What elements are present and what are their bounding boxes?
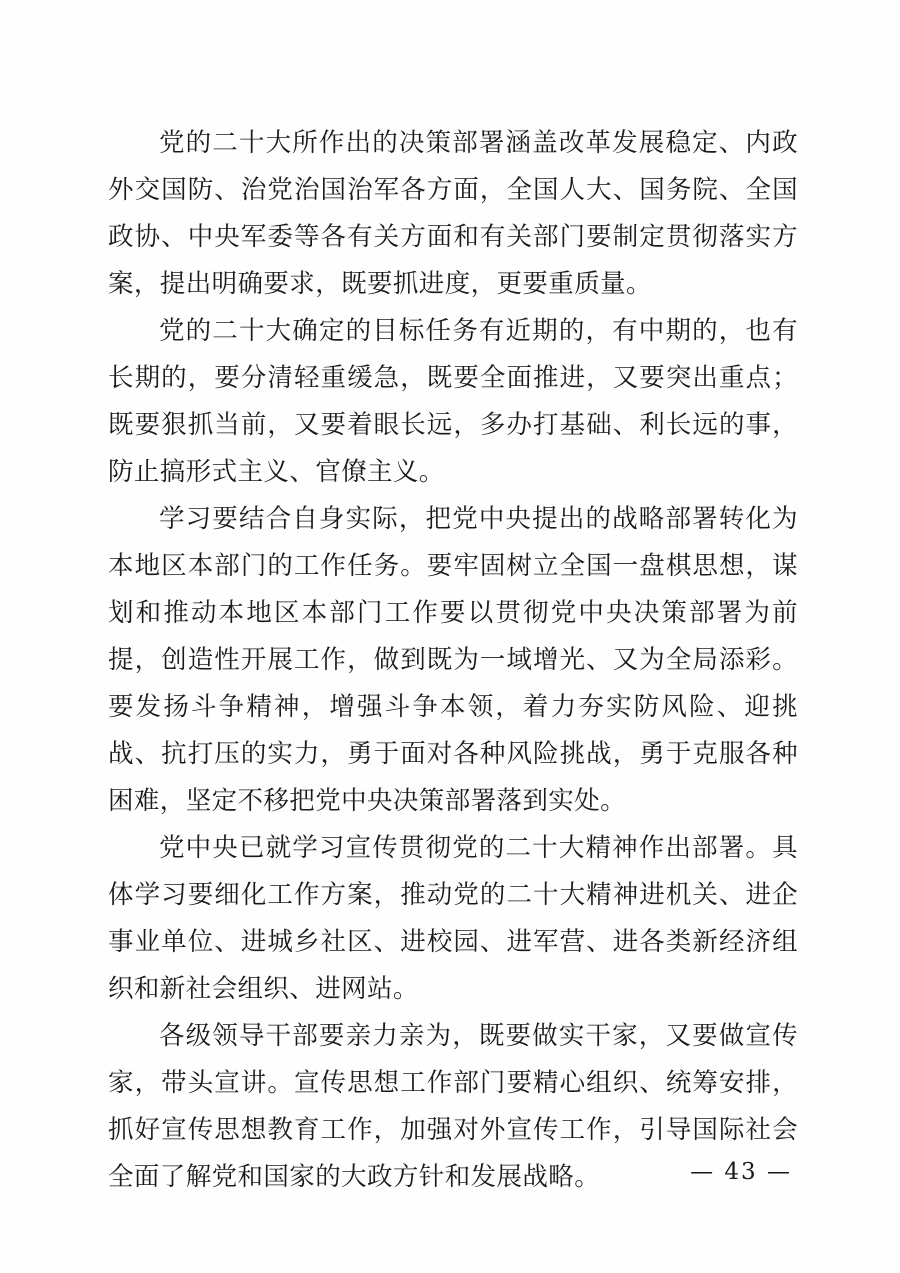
paragraph: 学习要结合自身实际，把党中央提出的战略部署转化为本地区本部门的工作任务。要牢固树立全国一盘棋思想，谋划和推动本地区本部门工作要以贯彻党中央决策部署为前提，创造性开展工作，做到既为一域增光、又为全局添彩。要发扬斗争精神，增强斗争本领，着力夯实防风险、迎挑战、抗打压的实力，勇于面对各种风险挑战，勇于克服各种困难，坚定不移把党中央决策部署落到实处。 [108,504,798,816]
paragraph: 党的二十大确定的目标任务有近期的，有中期的，也有长期的，要分清轻重缓急，既要全面推进，又要突出重点；既要狠抓当前，又要着眼长远，多办打基础、利长远的事，防止搞形式主义、官僚主义。 [108,316,798,487]
paragraph: 党的二十大所作出的决策部署涵盖改革发展稳定、内政外交国防、治党治国治军各方面，全国人大、国务院、全国政协、中央军委等各有关方面和有关部门要制定贯彻落实方案，提出明确要求，既要抓进度，更要重质量。 [108,128,798,299]
page-number: — 43 — [690,1159,792,1185]
page-body [108,120,798,1201]
paragraph: 各级领导干部要亲力亲为，既要做实干家，又要做宣传家，带头宣讲。宣传思想工作部门要精心组织、统筹安排，抓好宣传思想教育工作，加强对外宣传工作，引导国际社会全面了解党和国家的大政方针和发展战略。 [108,1021,798,1192]
paragraph: 党中央已就学习宣传贯彻党的二十大精神作出部署。具体学习要细化工作方案，推动党的二十大精神进机关、进企事业单位、进城乡社区、进校园、进军营、进各类新经济组织和新社会组织、进网站。 [108,833,798,1004]
